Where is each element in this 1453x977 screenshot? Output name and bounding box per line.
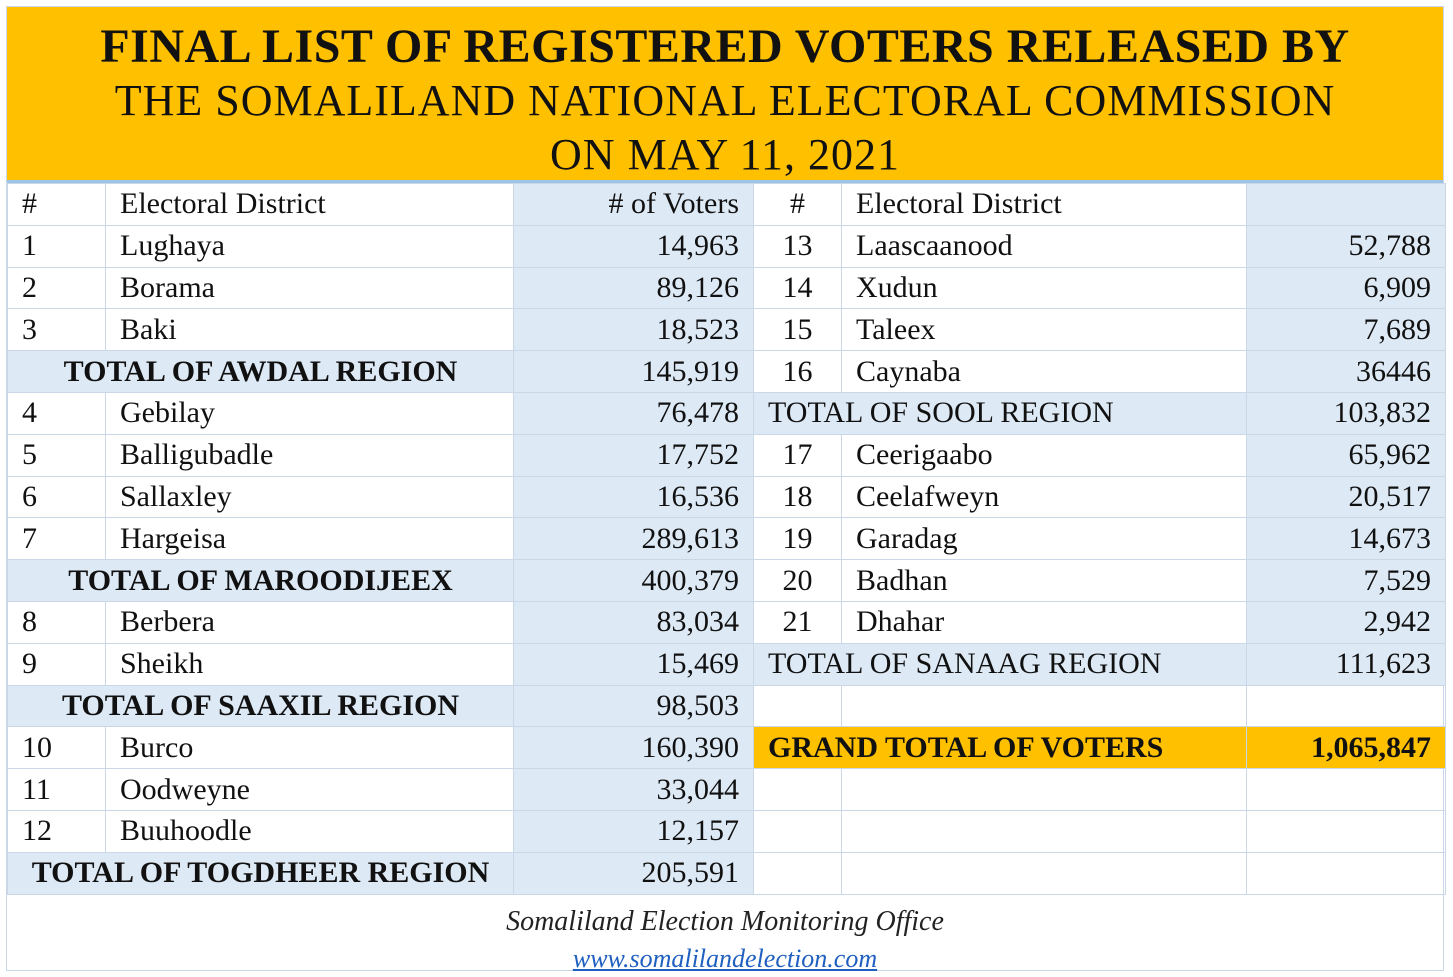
table-row (8, 727, 1446, 769)
district-name: Ceerigaabo (842, 434, 1247, 476)
district-voters: 89,126 (514, 267, 754, 309)
empty-cell (842, 685, 1247, 727)
region-total-voters: 111,623 (1247, 643, 1446, 685)
district-number: 14 (754, 267, 842, 309)
district-voters: 2,942 (1247, 601, 1446, 643)
region-total-label: TOTAL OF SAAXIL REGION (8, 685, 514, 727)
district-name: Xudun (842, 267, 1247, 309)
empty-cell (842, 769, 1247, 811)
district-voters: 7,689 (1247, 309, 1446, 351)
table-row (8, 225, 1446, 267)
table-row (8, 560, 1446, 602)
table-row (8, 476, 1446, 518)
district-voters: 17,752 (514, 434, 754, 476)
district-number: 9 (8, 643, 106, 685)
district-name: Balligubadle (106, 434, 514, 476)
table-row (8, 810, 1446, 852)
district-name: Badhan (842, 560, 1247, 602)
district-number: 1 (8, 225, 106, 267)
district-name: Hargeisa (106, 518, 514, 560)
district-number: 6 (8, 476, 106, 518)
district-voters: 52,788 (1247, 225, 1446, 267)
district-voters: 76,478 (514, 392, 754, 434)
district-name: Ceelafweyn (842, 476, 1247, 518)
voters-table (7, 183, 1446, 895)
empty-cell (1247, 769, 1446, 811)
header-left-district: Electoral District (106, 184, 514, 226)
table-row (8, 434, 1446, 476)
district-name: Laascaanood (842, 225, 1247, 267)
district-voters: 12,157 (514, 810, 754, 852)
region-total-voters: 98,503 (514, 685, 754, 727)
header-left-number: # (8, 184, 106, 226)
voters-table-body (8, 184, 1446, 895)
district-voters: 83,034 (514, 601, 754, 643)
grand-total-voters: 1,065,847 (1247, 727, 1446, 769)
table-row (8, 267, 1446, 309)
district-name: Taleex (842, 309, 1247, 351)
district-number: 13 (754, 225, 842, 267)
header-right-district: Electoral District (842, 184, 1247, 226)
district-voters: 65,962 (1247, 434, 1446, 476)
district-name: Gebilay (106, 392, 514, 434)
district-voters: 33,044 (514, 769, 754, 811)
voter-list-sheet (6, 6, 1444, 971)
title-line-2: THE SOMALILAND NATIONAL ELECTORAL COMMISSION (114, 76, 1336, 125)
header-right-number: # (754, 184, 842, 226)
table-row (8, 769, 1446, 811)
region-total-label: TOTAL OF AWDAL REGION (8, 351, 514, 393)
district-number: 2 (8, 267, 106, 309)
district-name: Dhahar (842, 601, 1247, 643)
district-name: Sheikh (106, 643, 514, 685)
district-number: 8 (8, 601, 106, 643)
district-voters: 14,673 (1247, 518, 1446, 560)
empty-cell (754, 685, 842, 727)
empty-cell (842, 810, 1247, 852)
district-voters: 20,517 (1247, 476, 1446, 518)
district-number: 10 (8, 727, 106, 769)
district-number: 15 (754, 309, 842, 351)
district-name: Lughaya (106, 225, 514, 267)
region-total-voters: 103,832 (1247, 392, 1446, 434)
empty-cell (842, 852, 1247, 894)
district-number: 3 (8, 309, 106, 351)
empty-cell (1247, 685, 1446, 727)
district-name: Caynaba (842, 351, 1247, 393)
table-row (8, 351, 1446, 393)
district-number: 11 (8, 769, 106, 811)
district-voters: 14,963 (514, 225, 754, 267)
table-row (8, 685, 1446, 727)
region-total-voters: 145,919 (514, 351, 754, 393)
header-left-voters: # of Voters (514, 184, 754, 226)
region-total-label: TOTAL OF SOOL REGION (754, 392, 1247, 434)
district-voters: 6,909 (1247, 267, 1446, 309)
district-number: 21 (754, 601, 842, 643)
region-total-voters: 400,379 (514, 560, 754, 602)
district-name: Burco (106, 727, 514, 769)
district-voters: 18,523 (514, 309, 754, 351)
table-row (8, 309, 1446, 351)
grand-total-label: GRAND TOTAL OF VOTERS (754, 727, 1247, 769)
region-total-voters: 205,591 (514, 852, 754, 894)
district-number: 19 (754, 518, 842, 560)
district-number: 18 (754, 476, 842, 518)
district-number: 5 (8, 434, 106, 476)
title-banner (7, 7, 1443, 183)
district-number: 17 (754, 434, 842, 476)
district-number: 12 (8, 810, 106, 852)
district-voters: 7,529 (1247, 560, 1446, 602)
empty-cell (1247, 810, 1446, 852)
title-line-1: FINAL LIST OF REGISTERED VOTERS RELEASED BY (100, 20, 1350, 73)
district-name: Borama (106, 267, 514, 309)
region-total-label: TOTAL OF TOGDHEER REGION (8, 852, 514, 894)
empty-cell (1247, 852, 1446, 894)
region-total-label: TOTAL OF SANAAG REGION (754, 643, 1247, 685)
footer-website (7, 944, 1443, 974)
website-link[interactable]: www.somalilandelection.com (572, 944, 878, 973)
empty-cell (754, 810, 842, 852)
table-row (8, 518, 1446, 560)
table-row (8, 852, 1446, 894)
district-name: Oodweyne (106, 769, 514, 811)
footer-office-name: Somaliland Election Monitoring Office (506, 906, 944, 937)
district-voters: 36446 (1247, 351, 1446, 393)
table-row (8, 392, 1446, 434)
district-voters: 160,390 (514, 727, 754, 769)
district-name: Berbera (106, 601, 514, 643)
table-header-row (8, 184, 1446, 226)
district-voters: 15,469 (514, 643, 754, 685)
table-row (8, 601, 1446, 643)
footer (7, 900, 1443, 973)
district-name: Baki (106, 309, 514, 351)
district-voters: 289,613 (514, 518, 754, 560)
empty-cell (754, 769, 842, 811)
district-number: 16 (754, 351, 842, 393)
empty-cell (754, 852, 842, 894)
district-voters: 16,536 (514, 476, 754, 518)
district-number: 4 (8, 392, 106, 434)
district-name: Buuhoodle (106, 810, 514, 852)
district-name: Sallaxley (106, 476, 514, 518)
district-number: 7 (8, 518, 106, 560)
header-right-voters (1247, 184, 1446, 226)
title-line-3: ON MAY 11, 2021 (550, 130, 900, 179)
district-name: Garadag (842, 518, 1247, 560)
table-row (8, 643, 1446, 685)
district-number: 20 (754, 560, 842, 602)
region-total-label: TOTAL OF MAROODIJEEX (8, 560, 514, 602)
